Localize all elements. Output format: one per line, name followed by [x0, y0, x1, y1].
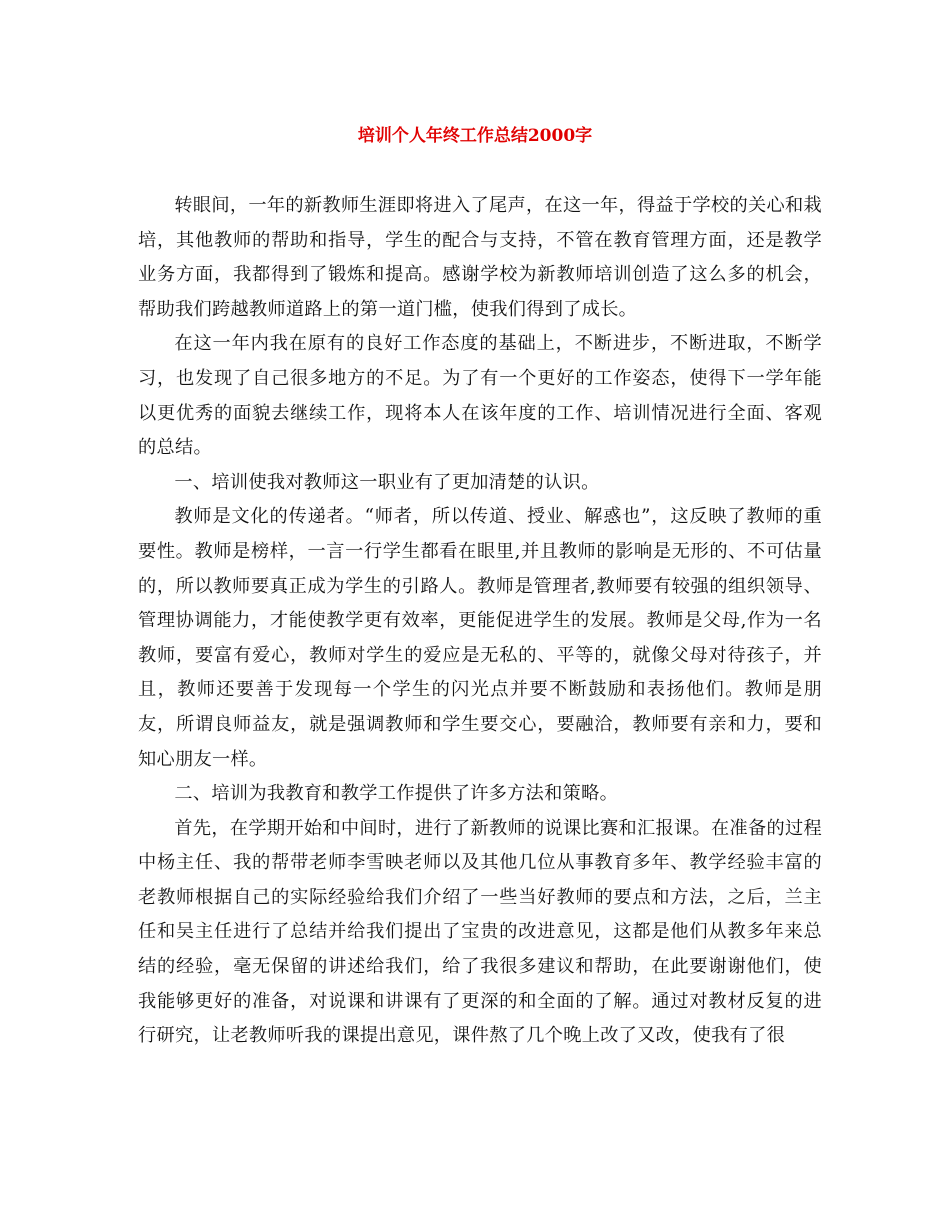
section-heading: 一、培训使我对教师这一职业有了更加清楚的认识。	[174, 471, 600, 493]
paragraph: 首先，在学期开始和中间时，进行了新教师的说课比赛和汇报课。在准备的过程中杨主任、我的帮带老师李雪映老师以及其他几位从事教育多年、教学经验丰富的老教师根据自己的实际经验给我们介绍了一些当好教师的要点和方法，之后，兰主任和吴主任进行了总结并给我们提出了宝贵的改进意见，这都是他们从教多年来总结的经验，毫无保留的讲述给我们，给了我很多建议和帮助，在此要谢谢他们，使我能够更好的准备，对说课和讲课有了更深的和全面的了解。通过对教材反复的进行研究，让老教师听我的课提出意见，课件熬了几个晚上改了又改，使我有了很	[138, 817, 822, 1047]
document-title: 培训个人年终工作总结2000字	[357, 126, 593, 146]
document-body	[138, 189, 822, 1054]
section-heading: 二、培训为我教育和教学工作提供了许多方法和策略。	[174, 783, 619, 805]
paragraph: 在这一年内我在原有的良好工作态度的基础上，不断进步，不断进取，不断学习，也发现了自己很多地方的不足。为了有一个更好的工作姿态，使得下一学年能以更优秀的面貌去继续工作，现将本人在该年度的工作、培训情况进行全面、客观的总结。	[138, 333, 822, 459]
paragraph: 转眼间，一年的新教师生涯即将进入了尾声，在这一年，得益于学校的关心和栽培，其他教师的帮助和指导，学生的配合与支持，不管在教育管理方面，还是教学业务方面，我都得到了锻炼和提高。感谢学校为新教师培训创造了这么多的机会，帮助我们跨越教师道路上的第一道门槛，使我们得到了成长。	[138, 195, 822, 320]
paragraph: 教师是文化的传递者。“师者，所以传道、授业、解惑也”，这反映了教师的重要性。教师是榜样，一言一行学生都看在眼里,并且教师的影响是无形的、不可估量的，所以教师要真正成为学生的引路人。教师是管理者,教师要有较强的组织领导、管理协调能力，才能使教学更有效率，更能促进学生的发展。教师是父母,作为一名教师，要富有爱心，教师对学生的爱应是无私的、平等的，就像父母对待孩子，并且，教师还要善于发现每一个学生的闪光点并要不断鼓励和表扬他们。教师是朋友，所谓良师益友，就是强调教师和学生要交心，要融洽，教师要有亲和力，要和知心朋友一样。	[138, 506, 822, 770]
